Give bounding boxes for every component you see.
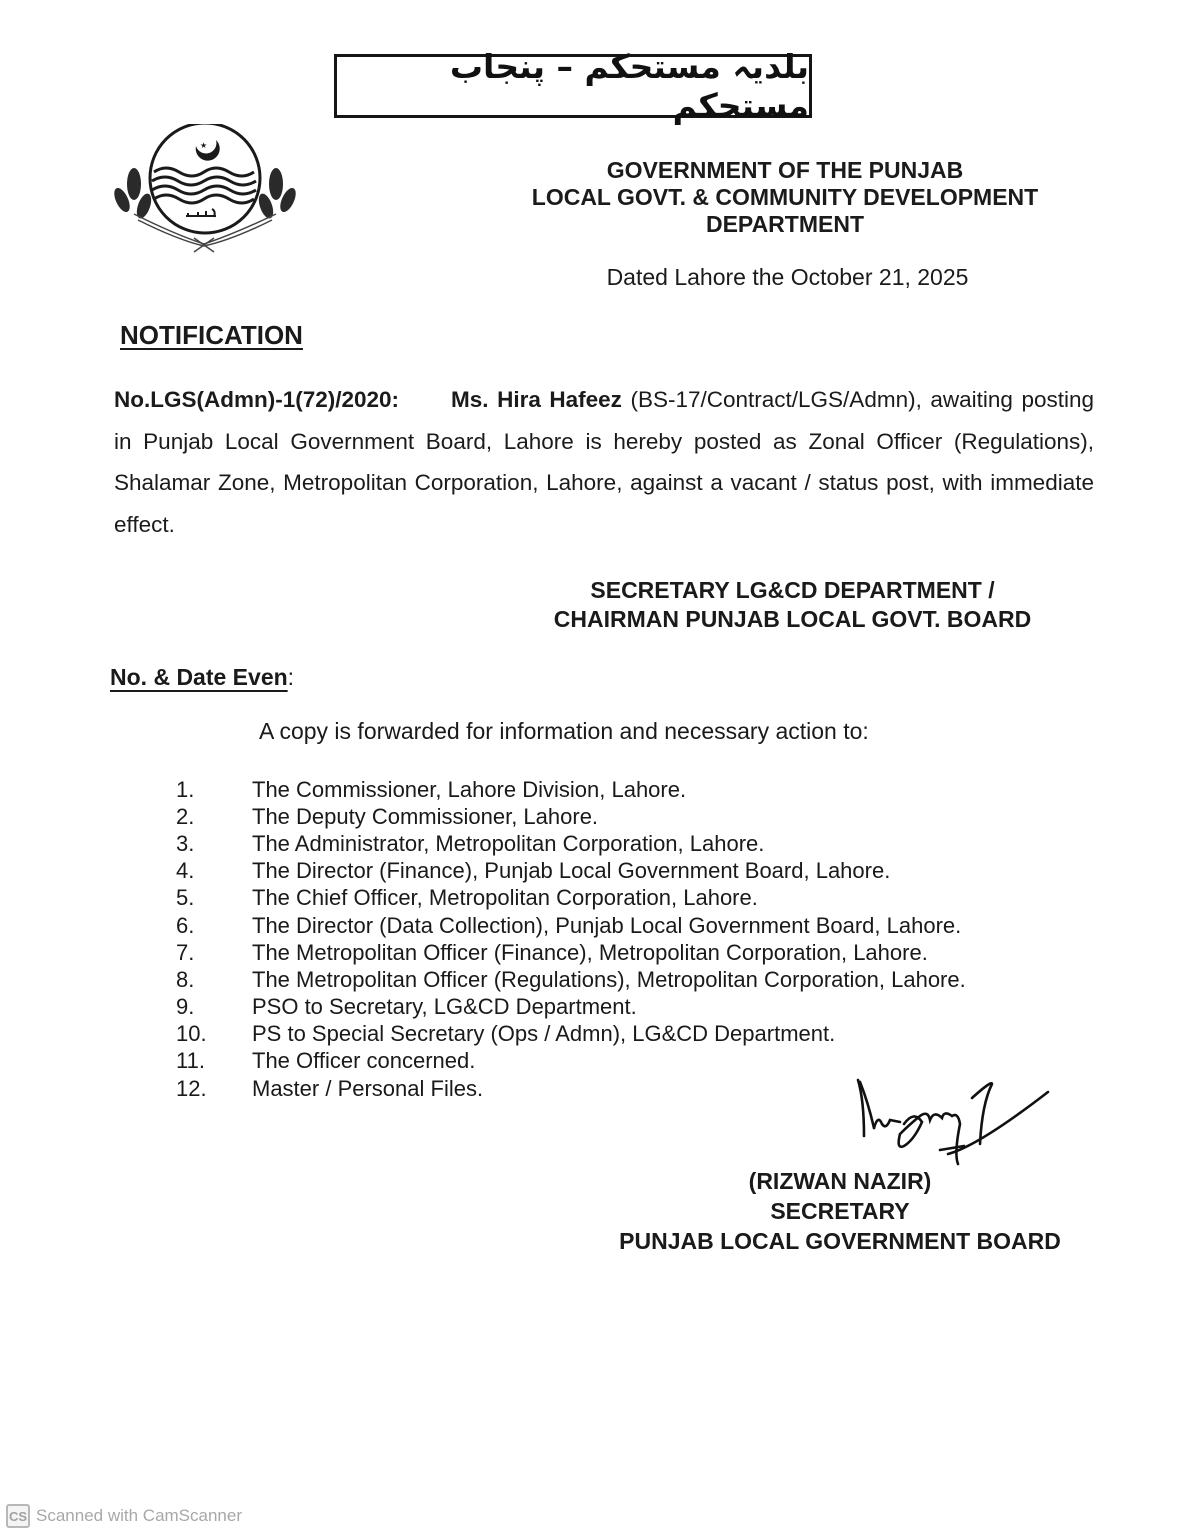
list-item: 12. Master / Personal Files. xyxy=(176,1075,484,1101)
header-government: GOVERNMENT OF THE PUNJAB xyxy=(606,157,964,183)
camscanner-logo-icon: CS xyxy=(6,1504,30,1528)
signature-icon xyxy=(848,1072,1058,1168)
motto-banner xyxy=(334,47,812,125)
watermark-text: Scanned with CamScanner xyxy=(36,1506,243,1525)
notification-text: (BS-17/Contract/LGS/Admn), awaiting posting in Punjab Local Government Board, Lahore is hereby posted as Zonal Officer (Regulations), Shalamar Zone, Metropolitan Corporation, Lahore, against a vacant / status post, with immediate effect. xyxy=(114,387,1095,537)
signatory-organization: PUNJAB LOCAL GOVERNMENT BOARD xyxy=(619,1228,1061,1254)
issuer-line-1: SECRETARY LG&CD DEPARTMENT / xyxy=(590,577,995,603)
camscanner-watermark xyxy=(6,1504,242,1528)
issuer-line-2: CHAIRMAN PUNJAB LOCAL GOVT. BOARD xyxy=(553,606,1032,632)
svg-text:★: ★ xyxy=(200,141,208,150)
header-department: LOCAL GOVT. & COMMUNITY DEVELOPMENT xyxy=(531,184,1039,210)
list-item: 8. The Metropolitan Officer (Regulations), Metropolitan Corporation, Lahore. xyxy=(176,966,966,992)
signatory-designation: SECRETARY xyxy=(770,1198,910,1224)
notification-title: NOTIFICATION xyxy=(120,320,303,350)
header-department-cont: DEPARTMENT xyxy=(705,211,864,237)
list-item: 1. The Commissioner, Lahore Division, Lahore. xyxy=(176,776,687,802)
list-item: 3. The Administrator, Metropolitan Corporation, Lahore. xyxy=(176,830,765,856)
reference-number: No.LGS(Admn)-1(72)/2020: xyxy=(114,387,400,412)
copy-heading-text: No. & Date Even xyxy=(110,664,288,690)
list-item: 4. The Director (Finance), Punjab Local Government Board, Lahore. xyxy=(176,858,891,884)
motto-text: بلدیہ مستحکم – پنجاب مستحکم xyxy=(449,47,809,125)
copy-intro: A copy is forwarded for information and necessary action to: xyxy=(259,718,869,744)
list-item: 9. PSO to Secretary, LG&CD Department. xyxy=(176,994,637,1020)
notification-body xyxy=(114,379,1094,545)
list-item: 5. The Chief Officer, Metropolitan Corporation, Lahore. xyxy=(176,885,758,911)
punjab-government-emblem-icon xyxy=(104,124,304,260)
signatory-name: (RIZWAN NAZIR) xyxy=(748,1168,932,1194)
signatory-block xyxy=(580,1166,1100,1256)
list-item: 10. PS to Special Secretary (Ops / Admn), LG&CD Department. xyxy=(176,1021,836,1047)
list-item: 2. The Deputy Commissioner, Lahore. xyxy=(176,803,599,829)
recipients-list xyxy=(170,776,1070,1102)
copy-heading: No. & Date Even: xyxy=(110,664,295,690)
list-item: 6. The Director (Data Collection), Punjab Local Government Board, Lahore. xyxy=(176,912,962,938)
date-line: Dated Lahore the October 21, 2025 xyxy=(606,264,969,290)
list-item: 7. The Metropolitan Officer (Finance), Metropolitan Corporation, Lahore. xyxy=(176,939,928,965)
list-item: 11. The Officer concerned. xyxy=(176,1048,476,1074)
issuer-block xyxy=(520,576,1065,634)
officer-name: Ms. Hira Hafeez xyxy=(451,387,622,412)
